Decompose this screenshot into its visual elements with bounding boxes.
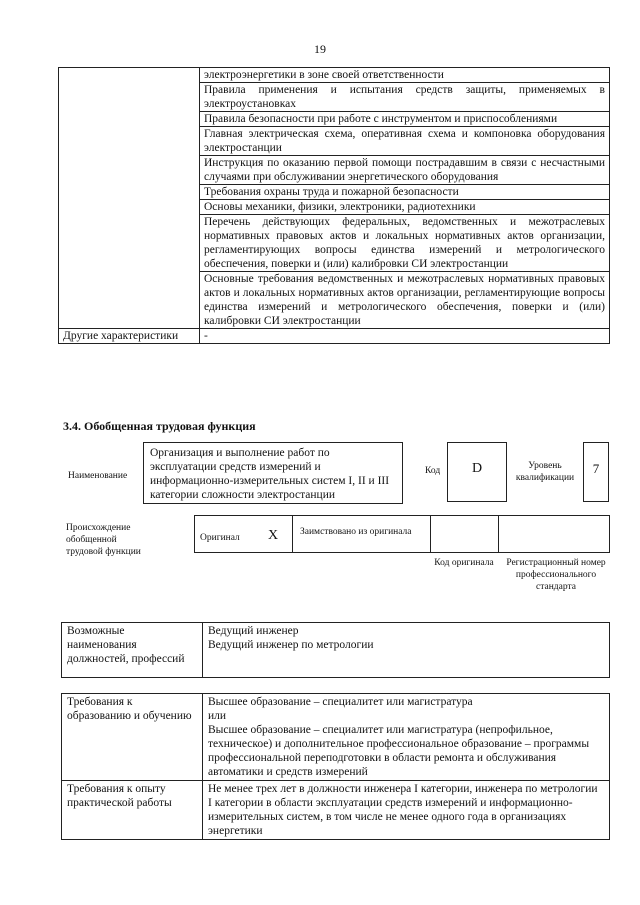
- table-cell: Правила применения и испытания средств защиты, применяемых в электроустановках: [200, 83, 610, 112]
- positions-label: Возможные наименования должностей, профессий: [62, 623, 203, 678]
- code-value-box: D: [447, 442, 507, 502]
- origin-divider: [430, 515, 431, 553]
- table-cell: Требования охраны труда и пожарной безопасности: [200, 185, 610, 200]
- registration-number-label: Регистрационный номер профессионального стандарта: [506, 558, 606, 592]
- table-cell: Основные требования ведомственных и межотраслевых нормативных правовых актов и локальных нормативных актов организации, регламентирующие вопросы единства измерений и метрологического обеспечения, поверки и (или) калибровки СИ электростанции: [200, 272, 610, 329]
- education-line: или: [208, 710, 227, 722]
- origin-divider: [292, 515, 293, 553]
- experience-label: Требования к опыту практической работы: [62, 781, 203, 840]
- education-line: Высшее образование – специалитет или магистратура (непрофильное, техническое) и дополнительное профессиональное образование – программы профессиональной переподготовки в области ремонта и обслуживания автоматики и средств измерений: [208, 724, 590, 778]
- table-row: [59, 68, 610, 83]
- positions-values: [203, 623, 610, 678]
- name-label: Наименование: [68, 471, 128, 481]
- origin-label: Происхождение обобщенной трудовой функции: [66, 523, 141, 557]
- table-row: [62, 623, 610, 678]
- knowledge-table: [58, 67, 610, 344]
- education-values: [203, 694, 610, 781]
- table-cell: электроэнергетики в зоне своей ответственности: [200, 68, 610, 83]
- qualification-level-box: 7: [583, 442, 609, 502]
- original-label: Оригинал: [200, 533, 240, 543]
- empty-label-cell: [59, 68, 200, 329]
- page-number: 19: [314, 42, 326, 56]
- table-row: [59, 329, 610, 344]
- other-characteristics-value: -: [200, 329, 610, 344]
- original-mark: X: [268, 528, 279, 543]
- table-row: [62, 781, 610, 840]
- code-original-label: Код оригинала: [434, 558, 494, 568]
- qualification-level-label: Уровень квалификации: [515, 461, 575, 483]
- table-cell: Главная электрическая схема, оперативная схема и компоновка оборудования электростанции: [200, 127, 610, 156]
- position-item: Ведущий инженер: [208, 625, 299, 637]
- requirements-table: [61, 693, 610, 840]
- experience-value: Не менее трех лет в должности инженера I категории, инженера по метрологии I категории в области эксплуатации средств измерений и информационно-измерительных систем, в том числе не менее одного года в организациях энергетики: [203, 781, 610, 840]
- table-row: [62, 694, 610, 781]
- origin-divider: [498, 515, 499, 553]
- positions-table: [61, 622, 610, 678]
- table-cell: Основы механики, физики, электроники, радиотехники: [200, 200, 610, 215]
- code-label: Код: [425, 466, 441, 476]
- table-cell: Перечень действующих федеральных, ведомственных и межотраслевых нормативных правовых актов и локальных нормативных актов организации, регламентирующих вопросы единства измерений и метрологического обеспечения, поверки и (или) калибровки СИ электростанции: [200, 215, 610, 272]
- education-label: Требования к образованию и обучению: [62, 694, 203, 781]
- position-item: Ведущий инженер по метрологии: [208, 639, 374, 651]
- education-line: Высшее образование – специалитет или магистратура: [208, 696, 473, 708]
- table-cell: Инструкция по оказанию первой помощи пострадавшим в связи с несчастными случаями при обслуживании энергетического оборудования: [200, 156, 610, 185]
- other-characteristics-label: Другие характеристики: [59, 329, 200, 344]
- borrowed-label: Заимствовано из оригинала: [300, 527, 412, 537]
- table-cell: Правила безопасности при работе с инструментом и приспособлениями: [200, 112, 610, 127]
- section-title: 3.4. Обобщенная трудовая функция: [63, 419, 256, 433]
- function-name-box: Организация и выполнение работ по эксплуатации средств измерений и информационно-измерительных систем I, II и III категории сложности электростанции: [143, 442, 403, 504]
